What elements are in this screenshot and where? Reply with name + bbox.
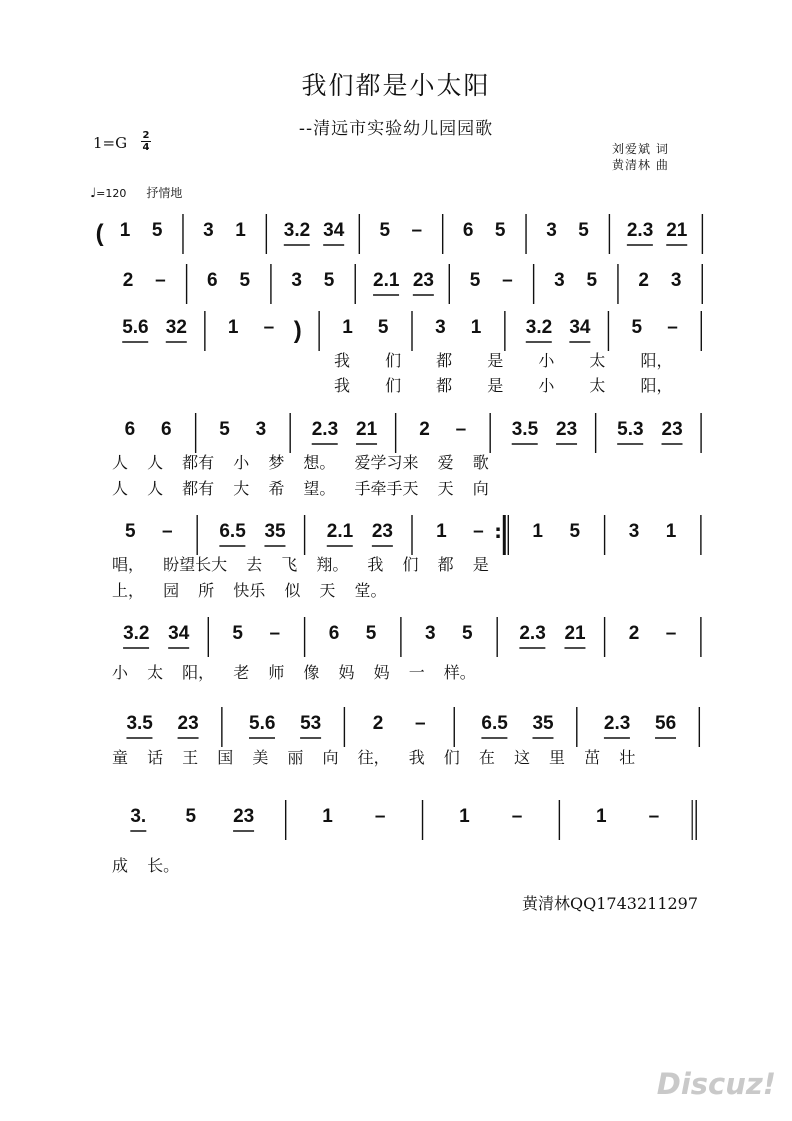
lyric-line: 上， 园 所 快乐 似 天 堂。 (112, 581, 387, 600)
note-group: 5.6 (122, 317, 149, 338)
note-group: 5 (365, 623, 377, 644)
note-group: 5 (569, 521, 581, 542)
note-group: 2.3 (311, 419, 339, 440)
note-group: 2.1 (373, 270, 400, 291)
note-group: 3 (546, 220, 557, 241)
lyric-line: 唱， 盼望长大 去 飞 翔。 我 们 都 是 (112, 555, 489, 574)
note-group: 5 (323, 270, 335, 291)
note-group: – (374, 806, 386, 827)
score-system (0, 515, 792, 600)
note-group: 1 (595, 806, 607, 827)
note-group: 35 (264, 521, 286, 542)
note-group: 3 (670, 270, 682, 291)
note-group: 21 (666, 220, 688, 241)
note-group: 6.5 (219, 521, 246, 542)
expression-mark: 抒情地 (146, 186, 183, 200)
score-system (0, 311, 792, 395)
note-group: – (648, 806, 660, 827)
watermark: Discuz! (656, 1067, 776, 1101)
score-system (0, 707, 792, 767)
lyric-line: 人 人 都有 大 希 望。 手牵手天 天 向 (112, 479, 489, 498)
note-group: 3. (130, 806, 147, 827)
note-group: 5 (586, 270, 598, 291)
time-signature-top: 2 (142, 130, 150, 141)
tempo-marking (90, 184, 182, 201)
note-group: 2 (372, 713, 384, 734)
note-group: – (667, 317, 678, 338)
time-signature (140, 130, 152, 153)
note-group: 56 (655, 713, 677, 734)
note-group: 3 (554, 270, 565, 291)
note-group: 3 (203, 220, 214, 241)
note-group: 2.3 (519, 623, 546, 644)
note-group: 3.2 (525, 317, 553, 338)
lyric-line: 我 们 都 是 小 太 阳， (334, 351, 673, 370)
note-group: 3 (435, 317, 446, 338)
lyric-line: 童 话 王 国 美 丽 向 往， 我 们 在 这 里 茁 壮 (112, 748, 636, 767)
note-group: 21 (356, 419, 378, 440)
note-group: – (455, 419, 467, 440)
note-group: 3.2 (283, 220, 311, 241)
song-title: 我们都是小太阳 (301, 71, 491, 100)
note-group: 1 (227, 317, 239, 338)
note-group: – (155, 270, 166, 291)
note-group: – (162, 521, 173, 542)
note-group: – (511, 806, 523, 827)
note-group: 1 (470, 317, 482, 338)
score-system (0, 413, 792, 498)
arranger-signature: 黄清林QQ1743211297 (522, 894, 699, 913)
note-group: 23 (412, 270, 434, 291)
note-group: – (411, 220, 423, 241)
note-group: 1 (459, 806, 470, 827)
note-group: 1 (322, 806, 333, 827)
score-system (0, 800, 792, 875)
repeat-dots: : (494, 521, 502, 543)
note-group: – (269, 623, 281, 644)
system-barlines (0, 800, 792, 860)
note-group: 1 (532, 521, 543, 542)
note-group: – (502, 270, 513, 291)
note-group: 34 (569, 317, 591, 338)
note-group: 23 (661, 419, 683, 440)
note-group: 3 (628, 521, 640, 542)
note-group: 5.3 (617, 419, 644, 440)
note-group: 5 (578, 220, 589, 241)
note-group: 6 (161, 419, 172, 440)
note-group: 5 (185, 806, 197, 827)
note-group: 2 (638, 270, 649, 291)
note-group: – (473, 521, 484, 542)
note-group: 5.6 (249, 713, 276, 734)
note-group: 6 (207, 270, 218, 291)
note-group: 21 (564, 623, 586, 644)
note-group: 5 (494, 220, 506, 241)
song-subtitle: --清远市实验幼儿园园歌 (298, 119, 494, 139)
note-group: 5 (219, 419, 230, 440)
note-group: 6 (124, 419, 136, 440)
note-group: 2.3 (626, 220, 654, 241)
note-group: 2 (628, 623, 640, 644)
note-group: 3.5 (126, 713, 153, 734)
note-group: 1 (119, 220, 131, 241)
note-group: 23 (371, 521, 393, 542)
note-group: 1 (665, 521, 677, 542)
composer-credit: 黄清林 曲 (612, 158, 669, 172)
note-group: 5 (232, 623, 243, 644)
quarter-note-icon: ♩ (90, 186, 97, 201)
lyric-line: 成 长。 (112, 856, 180, 875)
note-group: 6.5 (481, 713, 508, 734)
time-signature-bottom: 4 (142, 142, 150, 153)
note-group: 34 (168, 623, 190, 644)
note-group: 2.1 (326, 521, 354, 542)
note-group: 32 (165, 317, 187, 338)
key-signature: 1=G (93, 134, 128, 152)
note-group: 3.2 (123, 623, 150, 644)
score-system (0, 617, 792, 682)
lyricist-credit: 刘爱斌 词 (612, 142, 669, 156)
note-group: 1 (436, 521, 447, 542)
note-group: 5 (377, 317, 389, 338)
note-group: 5 (239, 270, 251, 291)
note-group: 5 (462, 623, 473, 644)
note-group: 2 (122, 270, 134, 291)
note-group: 5 (125, 521, 136, 542)
note-group: 1 (342, 317, 353, 338)
note-group: 5 (379, 220, 391, 241)
note-group: 6 (328, 623, 340, 644)
note-group: 23 (177, 713, 199, 734)
lyric-line: 我 们 都 是 小 太 阳， (334, 376, 673, 395)
note-group: ) (293, 317, 302, 344)
note-group: 1 (235, 220, 246, 241)
note-group: 23 (233, 806, 255, 827)
note-group: – (414, 713, 426, 734)
note-group: – (263, 317, 275, 338)
note-group: 2.3 (603, 713, 631, 734)
note-group: 3 (255, 419, 267, 440)
note-group: 35 (532, 713, 554, 734)
lyric-line: 小 太 阳， 老 师 像 妈 妈 一 样。 (112, 663, 476, 682)
note-group: 3.5 (511, 419, 539, 440)
note-group: – (665, 623, 677, 644)
note-group: 6 (462, 220, 474, 241)
note-group: 5 (469, 270, 481, 291)
lyric-line: 人 人 都有 小 梦 想。 爱学习来 爱 歌 (112, 453, 489, 472)
note-group: 2 (419, 419, 430, 440)
note-group: 23 (556, 419, 578, 440)
tempo-bpm: =120 (96, 187, 127, 200)
note-group: 3 (291, 270, 302, 291)
note-group: 53 (300, 713, 322, 734)
note-group: 3 (425, 623, 436, 644)
note-group: 5 (631, 317, 643, 338)
note-group: 34 (323, 220, 345, 241)
note-group: 5 (151, 220, 163, 241)
note-group: ( (95, 220, 104, 247)
